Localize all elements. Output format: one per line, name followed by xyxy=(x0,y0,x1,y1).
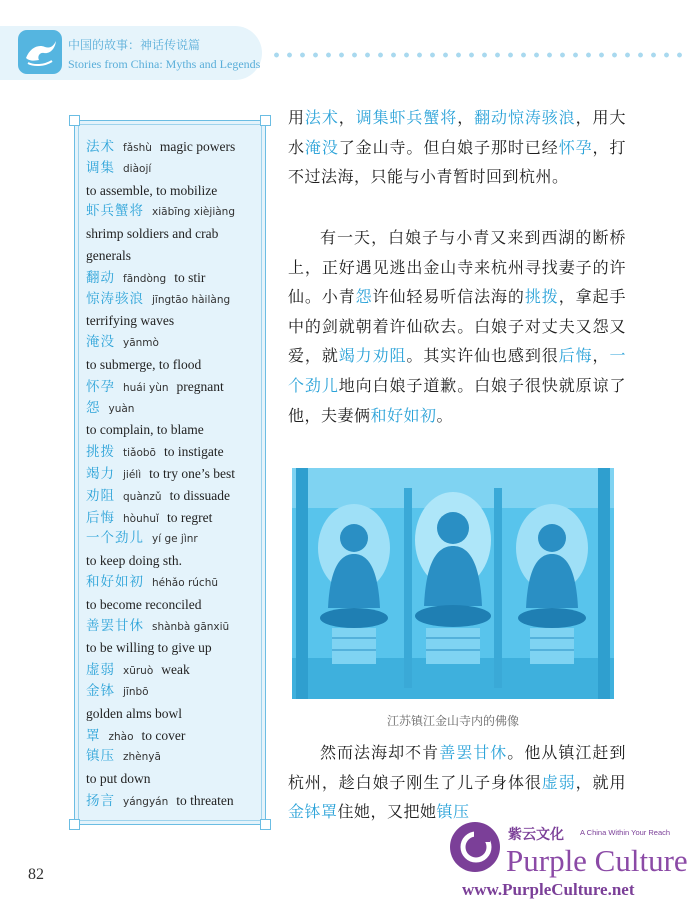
vocab-pinyin: yángyán xyxy=(123,795,169,808)
vocab-word: 调集 xyxy=(86,159,115,176)
story-text: 用 xyxy=(288,108,305,127)
vocab-line xyxy=(86,616,266,638)
vocab-line xyxy=(86,419,266,441)
story-text: ， xyxy=(592,346,610,366)
vocab-pinyin: jiélì xyxy=(123,468,142,481)
vocab-word: 扬言 xyxy=(86,792,115,809)
vocab-word: 淹没 xyxy=(86,334,115,351)
vocabulary-sidebar xyxy=(74,120,266,825)
vocab-pinyin: fǎshù xyxy=(123,142,152,154)
vocab-meaning: to dissuade xyxy=(169,487,230,503)
vocab-word: 一个劲儿 xyxy=(86,530,144,547)
vocab-line xyxy=(86,398,266,420)
vocab-pinyin: yānmò xyxy=(123,337,159,350)
vocab-line xyxy=(86,594,266,616)
story-paragraph xyxy=(288,738,626,827)
vocab-line xyxy=(86,550,266,572)
highlighted-keyword: 一个劲儿 xyxy=(288,346,626,395)
vocab-line xyxy=(86,267,266,289)
vocab-line xyxy=(86,441,266,463)
story-text: 。 xyxy=(436,405,454,425)
vocab-line xyxy=(86,790,266,812)
watermark-cn: 紫云文化 xyxy=(508,827,564,843)
vocab-meaning: terrifying waves xyxy=(86,313,175,329)
highlighted-keyword: 镇压 xyxy=(436,802,470,822)
vocab-line xyxy=(86,245,266,267)
story-text: 有一天，白娘子与小青又来到西湖的断桥上，正好遇见逃出金山寺来杭州寻找妻子的许仙。小青 xyxy=(288,228,626,307)
vocab-meaning: magic powers xyxy=(159,139,236,154)
vocab-line xyxy=(86,528,266,550)
highlighted-keyword: 怨 xyxy=(355,287,373,307)
vocab-word: 和好如初 xyxy=(86,573,144,590)
vocab-word: 虚弱 xyxy=(86,662,115,679)
vocab-pinyin: jīngtāo hàilàng xyxy=(152,293,231,306)
watermark-logo-icon xyxy=(450,822,500,872)
page-number: 82 xyxy=(28,866,44,883)
vocab-word: 金钵 xyxy=(86,682,115,699)
vocab-pinyin: xiābīng xièjiàng xyxy=(152,206,235,219)
highlighted-keyword: 调集虾兵蟹将 xyxy=(355,108,458,127)
vocab-line xyxy=(86,746,266,768)
vocab-meaning: golden alms bowl xyxy=(86,705,182,721)
vocab-line xyxy=(86,136,266,158)
vocab-word: 罩 xyxy=(86,727,101,744)
vocab-meaning: to try one’s best xyxy=(149,465,236,481)
photo-caption: 江苏镇江金山寺内的佛像 xyxy=(386,714,519,728)
vocab-line xyxy=(86,572,266,594)
vocab-pinyin: tiǎobō xyxy=(123,447,156,460)
highlighted-keyword: 翻动惊涛骇浪 xyxy=(474,108,576,127)
vocab-meaning: to stir xyxy=(174,269,206,285)
highlighted-keyword: 金钵罩 xyxy=(288,802,338,822)
story-text: ，就用 xyxy=(575,772,626,792)
dragon-logo-icon xyxy=(18,30,62,74)
story-text: ，打不过法海，只能与小青暂时回到杭州。 xyxy=(288,137,626,187)
vocab-line xyxy=(86,223,266,245)
vocab-meaning: to submerge, to flood xyxy=(86,356,202,372)
vocabulary-list xyxy=(86,136,266,812)
vocab-line xyxy=(86,637,266,659)
corner-ornament xyxy=(260,115,271,126)
vocab-pinyin: zhènyā xyxy=(123,751,161,764)
story-paragraph xyxy=(288,103,626,192)
vocab-word: 法术 xyxy=(86,139,115,155)
vocab-pinyin: yuàn xyxy=(108,402,135,415)
highlighted-keyword: 善罢甘休 xyxy=(439,743,508,762)
vocab-line xyxy=(86,332,266,354)
vocab-meaning: to keep doing sth. xyxy=(86,553,182,569)
vocab-line xyxy=(86,507,266,529)
story-text: ， xyxy=(338,108,356,127)
highlighted-keyword: 淹没 xyxy=(304,137,339,157)
highlighted-keyword: 怀孕 xyxy=(558,137,593,157)
buddha-statues-photo xyxy=(292,468,614,699)
vocab-meaning: pregnant xyxy=(176,378,224,394)
highlighted-keyword: 法术 xyxy=(304,108,339,127)
highlighted-keyword: 和好如初 xyxy=(370,405,437,425)
vocab-line xyxy=(86,310,266,332)
corner-ornament xyxy=(69,115,80,126)
vocab-word: 虾兵蟹将 xyxy=(86,203,144,220)
vocab-word: 怨 xyxy=(86,399,101,416)
story-text: 。其实许仙也感到很 xyxy=(406,346,559,366)
story-text: 了金山寺。但白娘子那时已经 xyxy=(338,137,559,157)
watermark-name: Purple Culture xyxy=(506,843,688,878)
story-text: 然而法海却不肯 xyxy=(320,743,440,762)
story-paragraph xyxy=(288,223,626,430)
watermark-url: www.PurpleCulture.net xyxy=(462,880,635,899)
vocab-word: 镇压 xyxy=(86,748,115,765)
highlighted-keyword: 虚弱 xyxy=(541,772,576,792)
vocab-pinyin: héhǎo rúchū xyxy=(152,576,219,589)
story-text: ，拿起手中的剑就朝着许仙砍去。白娘子对丈夫又怨又爱，就 xyxy=(288,287,626,366)
vocab-pinyin: fāndòng xyxy=(123,272,167,285)
vocab-meaning: to regret xyxy=(166,509,213,525)
vocab-pinyin: xūruò xyxy=(123,665,154,678)
vocab-line xyxy=(86,376,266,398)
vocab-pinyin: jīnbō xyxy=(123,685,149,698)
vocab-word: 善罢甘休 xyxy=(86,617,144,634)
vocab-pinyin: hòuhuǐ xyxy=(123,512,159,525)
story-text: 住她，又把她 xyxy=(337,802,437,822)
book-title-cn: 中国的故事：神话传说篇 xyxy=(68,38,201,52)
vocab-word: 翻动 xyxy=(86,269,115,286)
vocab-meaning: to cover xyxy=(141,727,186,743)
vocab-line xyxy=(86,463,266,485)
vocab-line xyxy=(86,485,266,507)
watermark-tagline: A China Within Your Reach xyxy=(580,828,671,837)
vocab-line xyxy=(86,289,266,311)
vocab-meaning: generals xyxy=(86,247,131,263)
highlighted-keyword: 后悔 xyxy=(558,346,593,366)
vocab-word: 竭力 xyxy=(86,465,115,482)
vocab-word: 惊涛骇浪 xyxy=(86,290,144,307)
vocab-pinyin: shànbà gānxiū xyxy=(152,620,230,633)
vocab-meaning: weak xyxy=(161,662,190,678)
vocab-meaning: to complain, to blame xyxy=(86,422,204,438)
vocab-line xyxy=(86,201,266,223)
vocab-meaning: to become reconciled xyxy=(86,596,202,612)
vocab-pinyin: zhào xyxy=(108,730,134,743)
highlighted-keyword: 挑拨 xyxy=(524,287,559,307)
vocab-word: 后悔 xyxy=(86,509,115,526)
story-text: ， xyxy=(457,108,475,127)
vocab-line xyxy=(86,354,266,376)
story-text: 许仙轻易听信法海的 xyxy=(372,287,525,307)
vocab-meaning: to threaten xyxy=(176,792,234,808)
vocab-line xyxy=(86,725,266,747)
corner-ornament xyxy=(260,819,271,830)
purple-culture-watermark xyxy=(450,818,700,910)
vocab-pinyin: huái yùn xyxy=(123,381,169,394)
vocab-line xyxy=(86,659,266,681)
vocab-meaning: to instigate xyxy=(163,444,224,460)
vocab-line xyxy=(86,180,266,202)
vocab-line xyxy=(86,703,266,725)
vocab-pinyin: diàojí xyxy=(123,162,152,175)
dotted-divider xyxy=(270,52,690,58)
vocab-line xyxy=(86,681,266,703)
story-text: 地向白娘子道歉。白娘子很快就原谅了他，夫妻俩 xyxy=(288,375,626,425)
vocab-meaning: to put down xyxy=(86,771,151,787)
vocab-meaning: to assemble, to mobilize xyxy=(86,182,218,198)
corner-ornament xyxy=(69,819,80,830)
vocab-word: 劝阻 xyxy=(86,487,115,504)
vocab-meaning: shrimp soldiers and crab xyxy=(86,226,219,242)
story-text: ，用大水 xyxy=(288,108,626,157)
highlighted-keyword: 竭力劝阻 xyxy=(338,346,407,366)
story-text: 。他从镇江赶到杭州，趁白娘子刚生了儿子身体很 xyxy=(288,743,626,792)
vocab-meaning: to be willing to give up xyxy=(86,640,212,656)
vocab-pinyin: yí ge jìnr xyxy=(152,533,198,546)
vocab-word: 挑拨 xyxy=(86,444,115,461)
vocab-line xyxy=(86,768,266,790)
book-title-en: Stories from China: Myths and Legends xyxy=(68,57,261,71)
vocab-pinyin: quànzǔ xyxy=(123,490,162,503)
vocab-word: 怀孕 xyxy=(86,378,115,395)
vocab-line xyxy=(86,158,266,180)
